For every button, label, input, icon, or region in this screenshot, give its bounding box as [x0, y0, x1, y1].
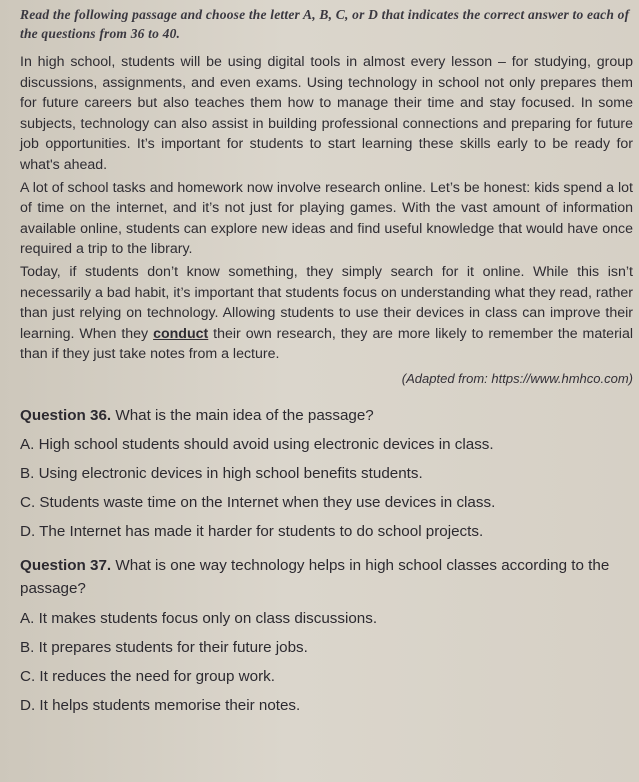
question-36-option-c[interactable]: C. Students waste time on the Internet when they use devices in class.	[20, 493, 496, 511]
question-36-prompt	[20, 405, 633, 426]
question-36-text: What is the main idea of the passage?	[115, 406, 374, 424]
highlighted-word-conduct: conduct	[153, 325, 209, 342]
reading-passage	[20, 52, 633, 388]
passage-source: (Adapted from: https://www.hmhco.com)	[401, 370, 633, 386]
question-37-option-b[interactable]: B. It prepares students for their future jobs.	[20, 638, 308, 656]
question-37-option-d[interactable]: D. It helps students memorise their notes.	[20, 696, 301, 714]
question-36-options	[20, 434, 633, 542]
question-36	[20, 405, 633, 542]
instructions: Read the following passage and choose the letter A, B, C, or D that indicates the correct answer to each of the questions from 36 to 40.	[20, 7, 630, 41]
question-37-prompt	[20, 554, 633, 600]
question-37-number: Question 37.	[20, 556, 112, 574]
question-37-text: What is one way technology helps in high school classes according to the passage?	[20, 556, 610, 597]
passage-paragraph-3	[20, 262, 633, 365]
question-36-option-a[interactable]: A. High school students should avoid using electronic devices in class.	[20, 435, 494, 453]
paragraph-3-text-before: Today, if students don’t know something, they simply search for it online. While this isn’t necessarily a bad habit, it’s important that students focus on understanding what they read, rather than just relying on technology. Allowing students to use their devices in class can improve their learning. When they	[20, 263, 633, 342]
passage-paragraph-2: A lot of school tasks and homework now involve research online. Let’s be honest: kids spend a lot of time on the internet, and it’s not just for playing games. With the vast amount of information available online, students can explore new ideas and find useful knowledge that would have once required a trip to the library.	[20, 179, 633, 258]
question-36-number: Question 36.	[20, 406, 112, 424]
passage-paragraph-1: In high school, students will be using digital tools in almost every lesson – for studying, group discussions, assignments, and even exams. Using technology in school not only prepares them for future careers but also teaches them how to manage their time and stay focused. In some subjects, technology can also assist in building professional connections and preparing for future job opportunities. It’s important for students to start learning these skills early to be ready for what's ahead.	[20, 54, 633, 173]
paragraph-3-text-after: their own research, they are more likely to remember the material than if they just take notes from a lecture.	[20, 325, 633, 363]
question-36-option-b[interactable]: B. Using electronic devices in high school benefits students.	[20, 464, 423, 482]
question-36-option-d[interactable]: D. The Internet has made it harder for students to do school projects.	[20, 522, 484, 540]
question-37	[20, 554, 633, 716]
question-37-option-c[interactable]: C. It reduces the need for group work.	[20, 667, 275, 685]
question-37-options	[20, 608, 633, 716]
question-37-option-a[interactable]: A. It makes students focus only on class discussions.	[20, 609, 378, 627]
